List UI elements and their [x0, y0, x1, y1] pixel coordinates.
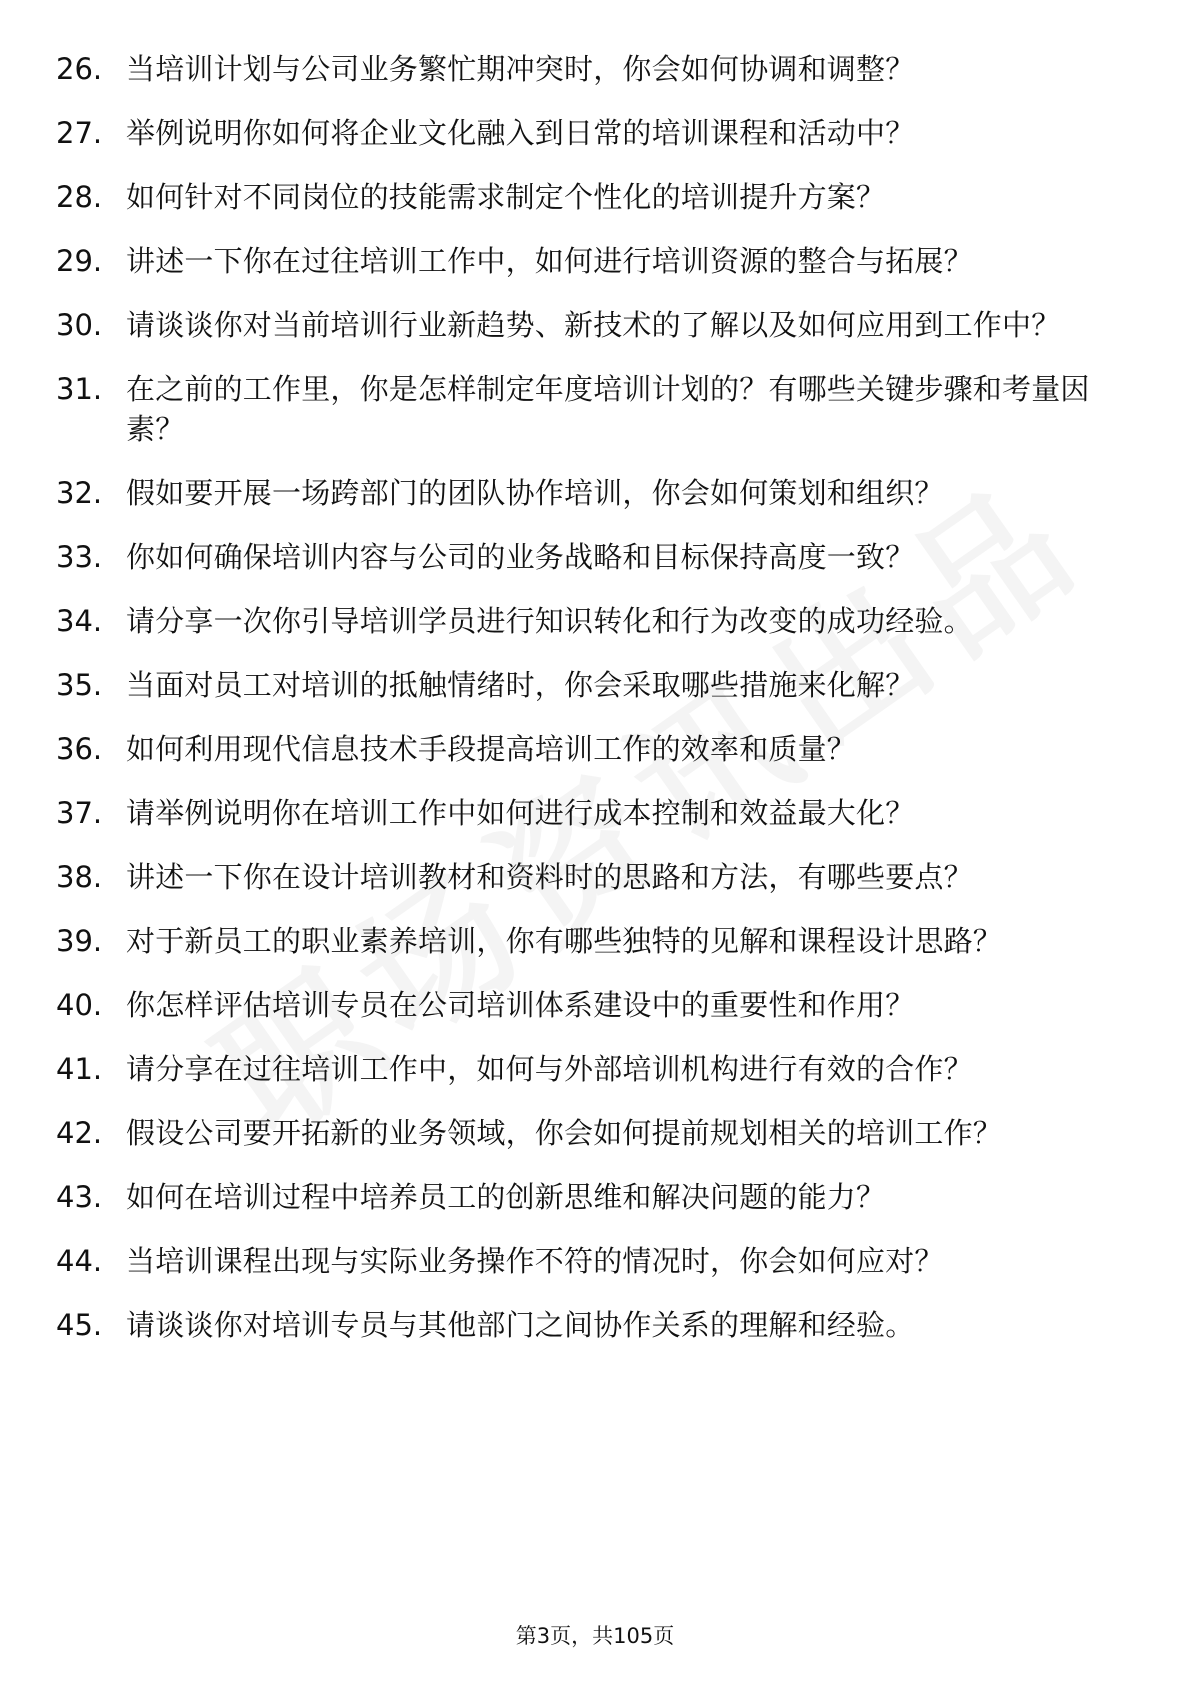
question-number: 30.: [56, 308, 103, 342]
list-item: [56, 1177, 1136, 1217]
question-number: 35.: [56, 668, 103, 702]
question-number: 32.: [56, 476, 103, 510]
question-number: 38.: [56, 860, 103, 894]
question-number: 44.: [56, 1244, 103, 1278]
question-text: 如何针对不同岗位的技能需求制定个性化的培训提升方案？: [126, 180, 886, 214]
list-item: [56, 601, 1136, 641]
question-number: 34.: [56, 604, 103, 638]
question-number: 31.: [56, 372, 103, 406]
question-number: 33.: [56, 540, 103, 574]
list-item: [56, 113, 1136, 153]
list-item: [56, 985, 1136, 1025]
question-text: 你如何确保培训内容与公司的业务战略和目标保持高度一致？: [126, 540, 915, 574]
question-text: 举例说明你如何将企业文化融入到日常的培训课程和活动中？: [126, 116, 915, 150]
question-text: 如何利用现代信息技术手段提高培训工作的效率和质量？: [126, 732, 857, 766]
question-text: 假设公司要开拓新的业务领域，你会如何提前规划相关的培训工作？: [126, 1116, 1003, 1150]
question-text: 对于新员工的职业素养培训，你有哪些独特的见解和课程设计思路？: [126, 924, 1003, 958]
list-item: [56, 537, 1136, 577]
question-number: 43.: [56, 1180, 103, 1214]
question-text: 当培训计划与公司业务繁忙期冲突时，你会如何协调和调整？: [126, 52, 915, 86]
question-number: 40.: [56, 988, 103, 1022]
question-number: 26.: [56, 52, 103, 86]
question-list: [56, 49, 1136, 1369]
list-item: [56, 793, 1136, 833]
list-item: [56, 729, 1136, 769]
page-footer: 第3页，共105页: [515, 1624, 675, 1648]
list-item: [56, 241, 1136, 281]
question-number: 27.: [56, 116, 103, 150]
list-item: [56, 1113, 1136, 1153]
list-item: [56, 1049, 1136, 1089]
list-item: [56, 49, 1136, 89]
question-number: 45.: [56, 1308, 103, 1342]
question-text: 请分享在过往培训工作中，如何与外部培训机构进行有效的合作？: [126, 1052, 973, 1086]
list-item: [56, 1241, 1136, 1281]
question-text: 请举例说明你在培训工作中如何进行成本控制和效益最大化？: [126, 796, 915, 830]
question-number: 42.: [56, 1116, 103, 1150]
question-number: 37.: [56, 796, 103, 830]
question-number: 28.: [56, 180, 103, 214]
question-text: 请分享一次你引导培训学员进行知识转化和行为改变的成功经验。: [126, 604, 973, 638]
list-item: [56, 857, 1136, 897]
question-text: 你怎样评估培训专员在公司培训体系建设中的重要性和作用？: [126, 988, 915, 1022]
question-text: 当培训课程出现与实际业务操作不符的情况时，你会如何应对？: [126, 1244, 944, 1278]
question-number: 41.: [56, 1052, 103, 1086]
question-number: 36.: [56, 732, 103, 766]
list-item: [56, 177, 1136, 217]
list-item: [56, 473, 1136, 513]
question-text: 假如要开展一场跨部门的团队协作培训，你会如何策划和组织？: [126, 476, 944, 510]
list-item: [56, 665, 1136, 705]
question-text: 如何在培训过程中培养员工的创新思维和解决问题的能力？: [126, 1180, 886, 1214]
question-text: 在之前的工作里，你是怎样制定年度培训计划的？有哪些关键步骤和考量因素？: [126, 372, 1090, 446]
list-item: [56, 921, 1136, 961]
question-text: 请谈谈你对培训专员与其他部门之间协作关系的理解和经验。: [126, 1308, 915, 1342]
list-item: [56, 369, 1136, 449]
list-item: [56, 1305, 1136, 1345]
question-number: 39.: [56, 924, 103, 958]
question-number: 29.: [56, 244, 103, 278]
list-item: [56, 305, 1136, 345]
question-text: 讲述一下你在设计培训教材和资料时的思路和方法，有哪些要点？: [126, 860, 973, 894]
question-text: 请谈谈你对当前培训行业新趋势、新技术的了解以及如何应用到工作中？: [126, 308, 1061, 342]
question-text: 当面对员工对培训的抵触情绪时，你会采取哪些措施来化解？: [126, 668, 915, 702]
question-text: 讲述一下你在过往培训工作中，如何进行培训资源的整合与拓展？: [126, 244, 973, 278]
